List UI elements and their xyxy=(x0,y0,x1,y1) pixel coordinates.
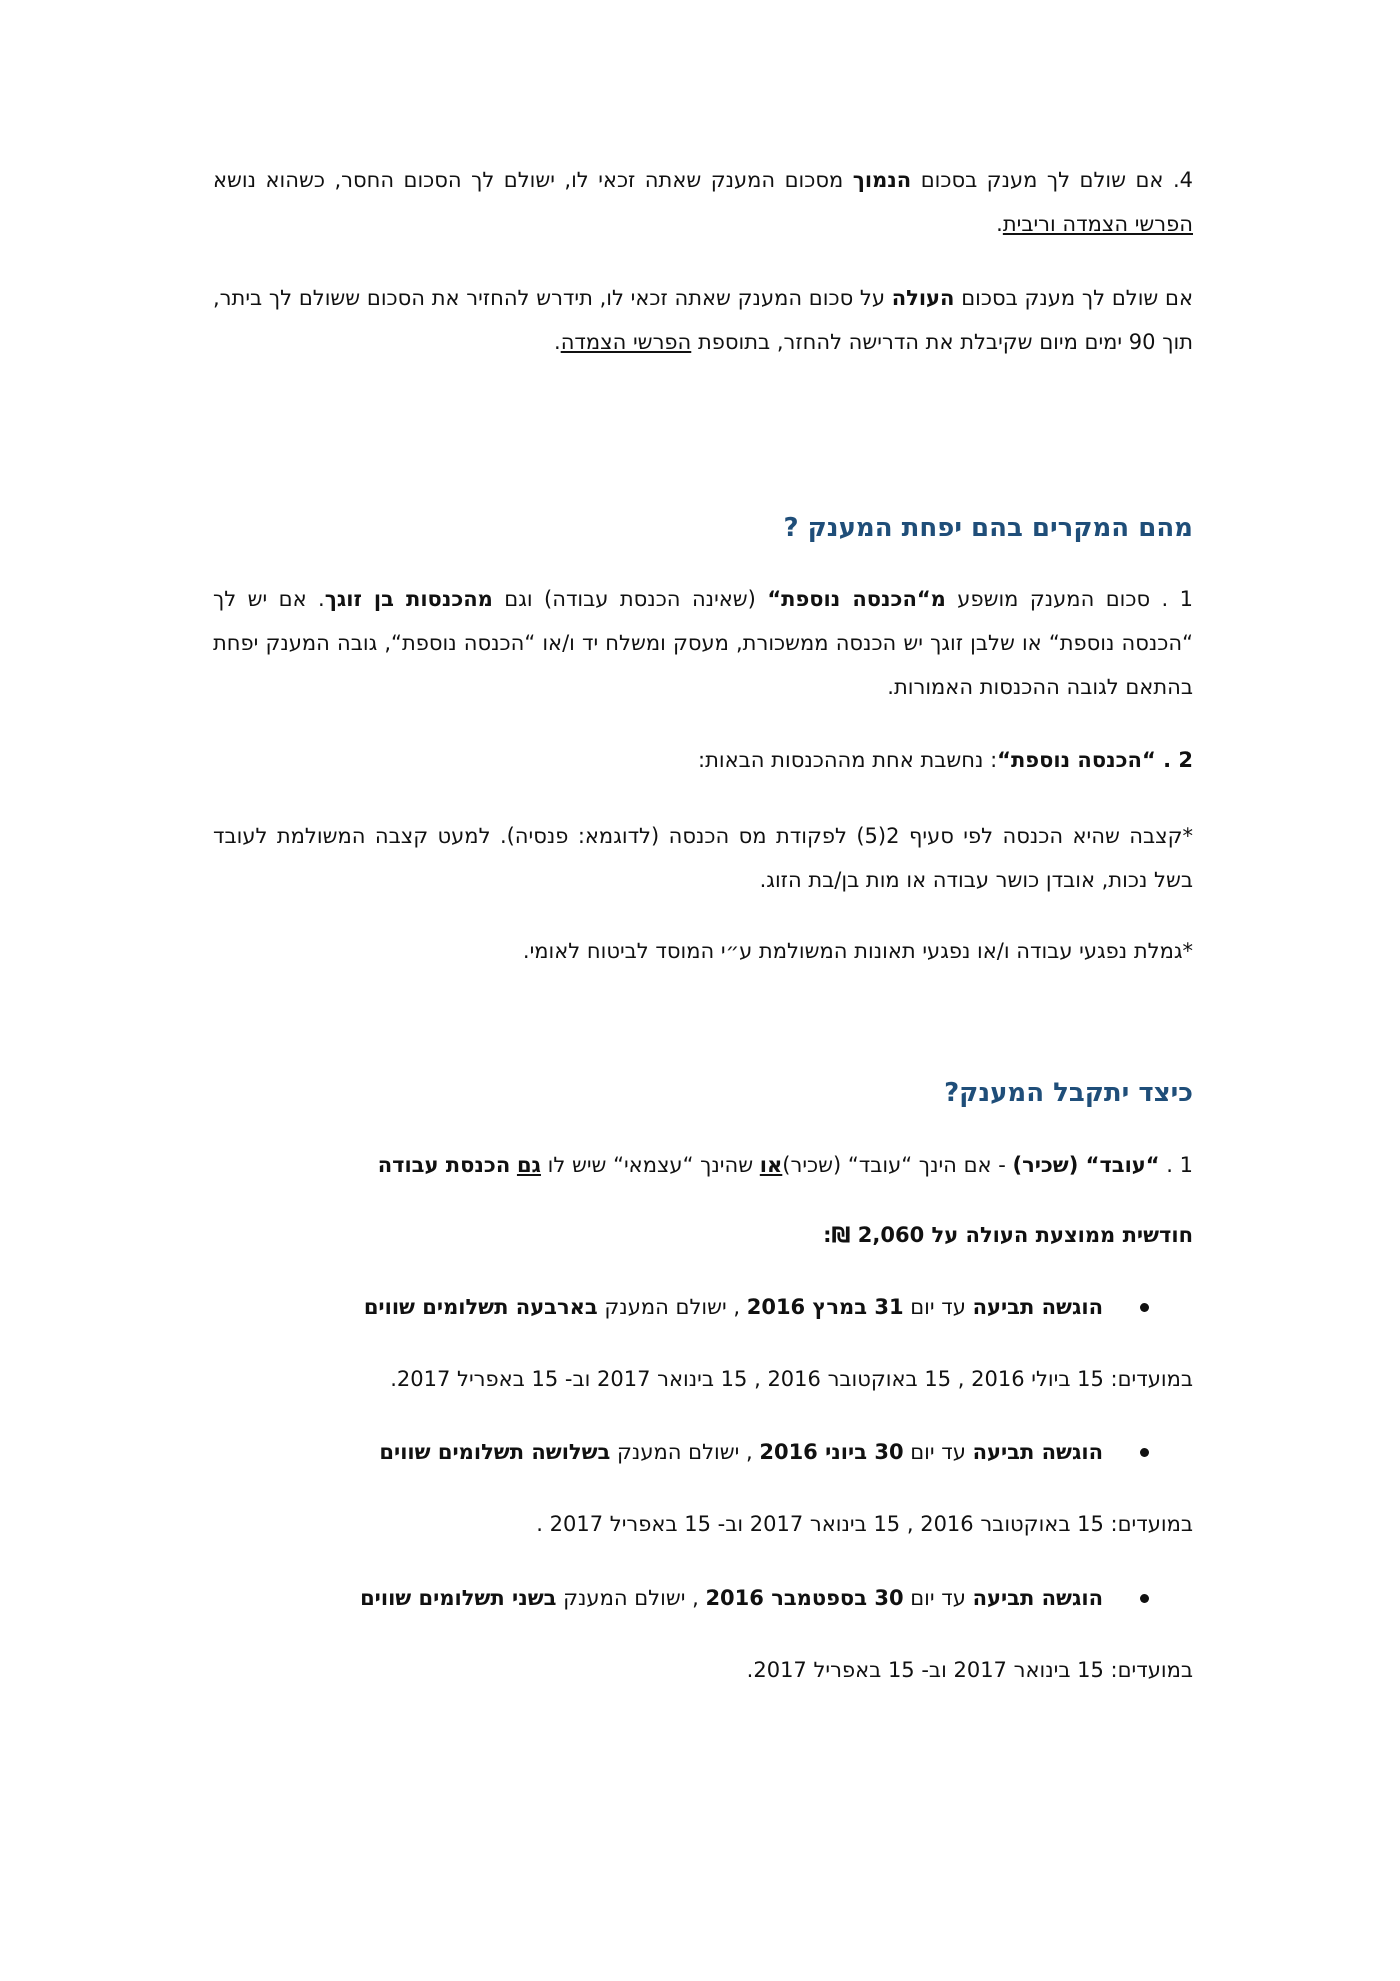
bold-text: הכנסת עבודה xyxy=(377,1153,511,1177)
text: . xyxy=(996,212,1003,236)
text: 1 . סכום המענק מושפע xyxy=(945,587,1194,611)
bold-text: 2 . “הכנסה נוספת“ xyxy=(997,748,1193,772)
heading-how-grant-received: כיצד יתקבל המענק? xyxy=(944,1078,1193,1108)
underlined-text: או xyxy=(759,1153,783,1177)
bullet-icon xyxy=(1140,1594,1149,1603)
text: מסכום המענק שאתה זכאי לו, ישולם לך הסכום החסר, כשהוא נושא xyxy=(213,168,853,192)
bold-text: מ“הכנסה נוספת“ xyxy=(767,587,946,611)
heading-grant-reduction: מהם המקרים בהם יפחת המענק ? xyxy=(783,513,1193,543)
bold-text: “עובד“ (שכיר) xyxy=(1012,1153,1160,1177)
text: . xyxy=(554,330,561,354)
text xyxy=(510,1153,517,1177)
paragraph-employee xyxy=(213,1143,1193,1187)
paragraph-additional-income xyxy=(213,577,1193,709)
payment-dates: במועדים: 15 ביולי 2016 , 15 באוקטובר 2016 , 15 בינואר 2017 וב- 15 באפריל 2017. xyxy=(390,1367,1193,1391)
bold-text: הנמוך xyxy=(852,168,912,192)
document-page xyxy=(213,0,1193,1981)
text: על סכום המענק שאתה זכאי לו, תידרש להחזיר את הסכום ששולם לך ביתר, תוך 90 ימים מיום שקיבלת את הדרישה להחזר, בתוספת xyxy=(213,286,1193,354)
bullet-text: הוגשה תביעה עד יום 30 בספטמבר 2016 , ישולם המענק בשני תשלומים שווים xyxy=(360,1586,1103,1610)
paragraph-higher-amount xyxy=(213,276,1193,364)
text: שהינך “עצמאי“ שיש לו xyxy=(540,1153,760,1177)
paragraph-additional-income-definition xyxy=(213,738,1193,782)
bullet-text: הוגשה תביעה עד יום 31 במרץ 2016 , ישולם המענק בארבעה תשלומים שווים xyxy=(363,1295,1103,1319)
text: 4. אם שולם לך מענק בסכום xyxy=(911,168,1193,192)
underlined-text: הפרשי הצמדה xyxy=(560,330,692,354)
bullet-icon xyxy=(1140,1448,1149,1457)
text: אם שולם לך מענק בסכום xyxy=(954,286,1193,310)
text: (שאינה הכנסת עבודה) וגם xyxy=(492,587,768,611)
paragraph-pension: *קצבה שהיא הכנסה לפי סעיף 2(5) לפקודת מס הכנסה (לדוגמא: פנסיה). למעט קצבה המשולמת לעובד בשל נכות, אובדן כושר עבודה או מות בן/בת הזוג. xyxy=(213,824,1193,892)
bullet-text: הוגשה תביעה עד יום 30 ביוני 2016 , ישולם המענק בשלושה תשלומים שווים xyxy=(379,1440,1103,1464)
bold-text: מהכנסות בן זוגך xyxy=(324,587,493,611)
text: - אם הינך “עובד“ (שכיר) xyxy=(782,1153,1013,1177)
bold-text: העולה xyxy=(891,286,955,310)
paragraph-monthly-income-threshold: חודשית ממוצעת העולה על 2,060 ₪: xyxy=(823,1223,1193,1247)
text: 1 . xyxy=(1159,1153,1193,1177)
underlined-text: הפרשי הצמדה וריבית xyxy=(1002,212,1193,236)
paragraph-work-injury: *גמלת נפגעי עבודה ו/או נפגעי תאונות המשולמת ע״י המוסד לביטוח לאומי. xyxy=(522,939,1193,963)
paragraph-4-lower-amount xyxy=(213,158,1193,246)
payment-dates: במועדים: 15 באוקטובר 2016 , 15 בינואר 2017 וב- 15 באפריל 2017 . xyxy=(536,1512,1193,1536)
payment-dates: במועדים: 15 בינואר 2017 וב- 15 באפריל 2017. xyxy=(746,1658,1193,1682)
underlined-text: גם xyxy=(516,1153,541,1177)
bullet-icon xyxy=(1140,1303,1149,1312)
text: : נחשבת אחת מההכנסות הבאות: xyxy=(698,748,998,772)
text: . אם יש לך “הכנסה נוספת“ או שלבן זוגך יש הכנסה ממשכורת, מעסק ומשלח יד ו/או “הכנסה נוספת“, גובה המענק יפחת בהתאם לגובה ההכנסות האמורות. xyxy=(213,587,1193,699)
